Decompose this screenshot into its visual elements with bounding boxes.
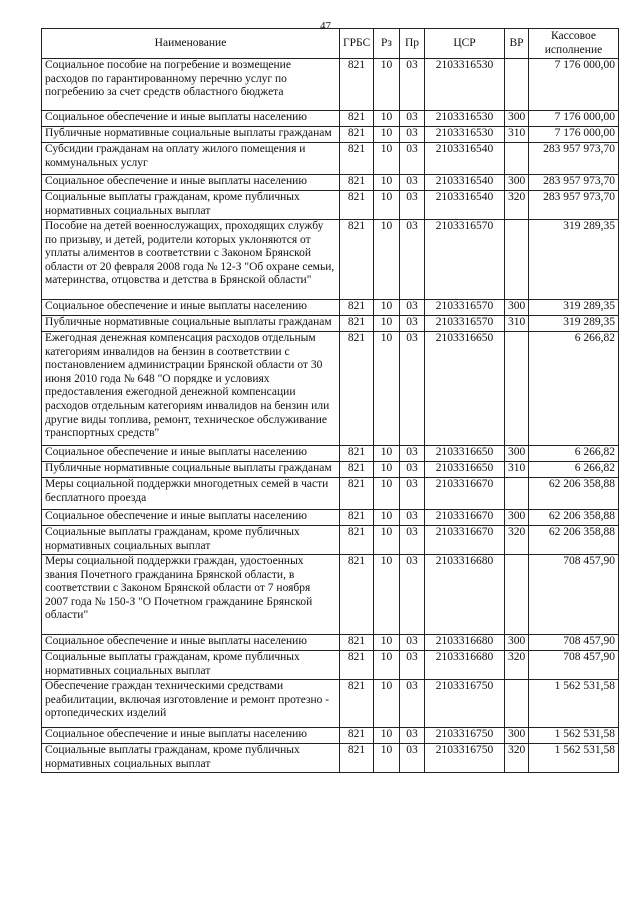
cell-pr: 03 bbox=[400, 300, 425, 316]
cell-grbs: 821 bbox=[340, 59, 374, 111]
cell-rz: 10 bbox=[374, 143, 400, 175]
cell-vr: 300 bbox=[505, 300, 529, 316]
budget-table bbox=[41, 28, 619, 773]
cell-name: Публичные нормативные социальные выплаты гражданам bbox=[42, 316, 340, 332]
cell-rz: 10 bbox=[374, 175, 400, 191]
cell-vr: 300 bbox=[505, 111, 529, 127]
cell-vr: 300 bbox=[505, 728, 529, 744]
page-number: 47 bbox=[320, 20, 331, 32]
cell-pr: 03 bbox=[400, 316, 425, 332]
cell-grbs: 821 bbox=[340, 680, 374, 728]
cell-vr bbox=[505, 680, 529, 728]
cell-grbs: 821 bbox=[340, 191, 374, 220]
cell-amount: 62 206 358,88 bbox=[529, 526, 619, 555]
cell-amount: 708 457,90 bbox=[529, 555, 619, 635]
cell-vr: 300 bbox=[505, 446, 529, 462]
cell-amount: 62 206 358,88 bbox=[529, 510, 619, 526]
cell-csr: 2103316530 bbox=[425, 111, 505, 127]
table-row bbox=[42, 510, 619, 526]
cell-rz: 10 bbox=[374, 300, 400, 316]
cell-csr: 2103316680 bbox=[425, 635, 505, 651]
cell-vr: 310 bbox=[505, 316, 529, 332]
cell-csr: 2103316750 bbox=[425, 744, 505, 773]
cell-pr: 03 bbox=[400, 680, 425, 728]
cell-amount: 7 176 000,00 bbox=[529, 59, 619, 111]
cell-name: Субсидии гражданам на оплату жилого помещения и коммунальных услуг bbox=[42, 143, 340, 175]
cell-grbs: 821 bbox=[340, 635, 374, 651]
cell-name: Социальное пособие на погребение и возмещение расходов по гарантированному перечню услуг по погребению за счет средств областного бюджета bbox=[42, 59, 340, 111]
cell-vr bbox=[505, 220, 529, 300]
header-name: Наименование bbox=[42, 29, 340, 59]
cell-name: Социальное обеспечение и иные выплаты населению bbox=[42, 300, 340, 316]
cell-csr: 2103316650 bbox=[425, 446, 505, 462]
table-row bbox=[42, 555, 619, 635]
cell-pr: 03 bbox=[400, 728, 425, 744]
cell-amount: 7 176 000,00 bbox=[529, 127, 619, 143]
header-pr: Пр bbox=[400, 29, 425, 59]
cell-pr: 03 bbox=[400, 191, 425, 220]
table-row bbox=[42, 332, 619, 446]
cell-rz: 10 bbox=[374, 680, 400, 728]
cell-csr: 2103316750 bbox=[425, 728, 505, 744]
cell-pr: 03 bbox=[400, 635, 425, 651]
cell-rz: 10 bbox=[374, 510, 400, 526]
cell-name: Меры социальной поддержки многодетных семей в части бесплатного проезда bbox=[42, 478, 340, 510]
cell-amount: 1 562 531,58 bbox=[529, 680, 619, 728]
header-row bbox=[42, 29, 619, 59]
cell-vr: 320 bbox=[505, 651, 529, 680]
table-row bbox=[42, 175, 619, 191]
cell-rz: 10 bbox=[374, 111, 400, 127]
cell-grbs: 821 bbox=[340, 728, 374, 744]
cell-grbs: 821 bbox=[340, 127, 374, 143]
cell-vr bbox=[505, 59, 529, 111]
header-amount: Кассовое исполнение bbox=[529, 29, 619, 59]
cell-rz: 10 bbox=[374, 635, 400, 651]
cell-rz: 10 bbox=[374, 744, 400, 773]
cell-pr: 03 bbox=[400, 478, 425, 510]
cell-pr: 03 bbox=[400, 526, 425, 555]
cell-rz: 10 bbox=[374, 526, 400, 555]
cell-rz: 10 bbox=[374, 316, 400, 332]
cell-grbs: 821 bbox=[340, 651, 374, 680]
table-row bbox=[42, 300, 619, 316]
cell-name: Социальные выплаты гражданам, кроме публичных нормативных социальных выплат bbox=[42, 651, 340, 680]
cell-amount: 319 289,35 bbox=[529, 300, 619, 316]
cell-vr bbox=[505, 555, 529, 635]
header-grbs: ГРБС bbox=[340, 29, 374, 59]
cell-name: Социальное обеспечение и иные выплаты населению bbox=[42, 635, 340, 651]
table-row bbox=[42, 462, 619, 478]
header-csr: ЦСР bbox=[425, 29, 505, 59]
cell-name: Социальное обеспечение и иные выплаты населению bbox=[42, 175, 340, 191]
cell-grbs: 821 bbox=[340, 300, 374, 316]
cell-pr: 03 bbox=[400, 332, 425, 446]
cell-name: Социальное обеспечение и иные выплаты населению bbox=[42, 446, 340, 462]
cell-csr: 2103316670 bbox=[425, 526, 505, 555]
cell-amount: 1 562 531,58 bbox=[529, 744, 619, 773]
cell-pr: 03 bbox=[400, 510, 425, 526]
cell-vr: 320 bbox=[505, 526, 529, 555]
cell-name: Ежегодная денежная компенсация расходов отдельным категориям инвалидов на бензин в соответствии с постановлением администрации Брянской области от 30 июня 2010 года № 648 "О порядке и условиях предоставления ежегодной денежной компенсации расходов отдельным категориям инвалидов на бензин или другие виды топлива, ремонт, техническое обслуживание транспортных средств" bbox=[42, 332, 340, 446]
cell-csr: 2103316570 bbox=[425, 220, 505, 300]
cell-csr: 2103316650 bbox=[425, 332, 505, 446]
cell-rz: 10 bbox=[374, 462, 400, 478]
cell-vr: 300 bbox=[505, 175, 529, 191]
cell-pr: 03 bbox=[400, 462, 425, 478]
table-row bbox=[42, 680, 619, 728]
cell-csr: 2103316680 bbox=[425, 555, 505, 635]
cell-name: Социальные выплаты гражданам, кроме публичных нормативных социальных выплат bbox=[42, 191, 340, 220]
cell-pr: 03 bbox=[400, 446, 425, 462]
cell-name: Пособие на детей военнослужащих, проходящих службу по призыву, и детей, родители которых уклоняются от уплаты алиментов в соответствии с Законом Брянской области от 20 февраля 2008 года № 12-З "Об охране семьи, материнства, отцовства и детства в Брянской области" bbox=[42, 220, 340, 300]
cell-grbs: 821 bbox=[340, 510, 374, 526]
cell-rz: 10 bbox=[374, 332, 400, 446]
cell-grbs: 821 bbox=[340, 478, 374, 510]
cell-grbs: 821 bbox=[340, 220, 374, 300]
table-body bbox=[42, 59, 619, 773]
cell-rz: 10 bbox=[374, 728, 400, 744]
cell-rz: 10 bbox=[374, 651, 400, 680]
table-row bbox=[42, 651, 619, 680]
cell-pr: 03 bbox=[400, 651, 425, 680]
cell-name: Социальное обеспечение и иные выплаты населению bbox=[42, 111, 340, 127]
cell-vr: 310 bbox=[505, 127, 529, 143]
cell-grbs: 821 bbox=[340, 332, 374, 446]
cell-pr: 03 bbox=[400, 744, 425, 773]
cell-name: Социальное обеспечение и иные выплаты населению bbox=[42, 510, 340, 526]
cell-name: Публичные нормативные социальные выплаты гражданам bbox=[42, 462, 340, 478]
header-rz: Рз bbox=[374, 29, 400, 59]
cell-vr bbox=[505, 143, 529, 175]
table-row bbox=[42, 316, 619, 332]
table-row bbox=[42, 127, 619, 143]
cell-grbs: 821 bbox=[340, 143, 374, 175]
cell-amount: 708 457,90 bbox=[529, 635, 619, 651]
cell-grbs: 821 bbox=[340, 175, 374, 191]
cell-name: Социальные выплаты гражданам, кроме публичных нормативных социальных выплат bbox=[42, 744, 340, 773]
table-row bbox=[42, 220, 619, 300]
cell-amount: 62 206 358,88 bbox=[529, 478, 619, 510]
cell-grbs: 821 bbox=[340, 555, 374, 635]
cell-amount: 6 266,82 bbox=[529, 332, 619, 446]
cell-vr: 300 bbox=[505, 510, 529, 526]
cell-csr: 2103316530 bbox=[425, 59, 505, 111]
cell-amount: 6 266,82 bbox=[529, 446, 619, 462]
cell-csr: 2103316540 bbox=[425, 175, 505, 191]
table-row bbox=[42, 191, 619, 220]
cell-pr: 03 bbox=[400, 111, 425, 127]
cell-name: Социальное обеспечение и иные выплаты населению bbox=[42, 728, 340, 744]
cell-grbs: 821 bbox=[340, 462, 374, 478]
cell-csr: 2103316540 bbox=[425, 191, 505, 220]
cell-amount: 6 266,82 bbox=[529, 462, 619, 478]
cell-vr bbox=[505, 332, 529, 446]
cell-csr: 2103316540 bbox=[425, 143, 505, 175]
cell-amount: 319 289,35 bbox=[529, 220, 619, 300]
cell-rz: 10 bbox=[374, 127, 400, 143]
cell-name: Обеспечение граждан техническими средствами реабилитации, включая изготовление и ремонт протезно - ортопедических изделий bbox=[42, 680, 340, 728]
cell-rz: 10 bbox=[374, 191, 400, 220]
cell-grbs: 821 bbox=[340, 111, 374, 127]
cell-csr: 2103316530 bbox=[425, 127, 505, 143]
cell-csr: 2103316570 bbox=[425, 300, 505, 316]
cell-csr: 2103316680 bbox=[425, 651, 505, 680]
cell-grbs: 821 bbox=[340, 316, 374, 332]
cell-name: Публичные нормативные социальные выплаты гражданам bbox=[42, 127, 340, 143]
cell-grbs: 821 bbox=[340, 744, 374, 773]
cell-pr: 03 bbox=[400, 127, 425, 143]
cell-pr: 03 bbox=[400, 555, 425, 635]
table-row bbox=[42, 728, 619, 744]
cell-grbs: 821 bbox=[340, 446, 374, 462]
cell-pr: 03 bbox=[400, 143, 425, 175]
table-row bbox=[42, 446, 619, 462]
cell-pr: 03 bbox=[400, 59, 425, 111]
cell-grbs: 821 bbox=[340, 526, 374, 555]
cell-rz: 10 bbox=[374, 446, 400, 462]
cell-vr: 300 bbox=[505, 635, 529, 651]
cell-vr: 320 bbox=[505, 744, 529, 773]
table-row bbox=[42, 143, 619, 175]
cell-vr: 320 bbox=[505, 191, 529, 220]
cell-amount: 319 289,35 bbox=[529, 316, 619, 332]
cell-rz: 10 bbox=[374, 220, 400, 300]
cell-name: Меры социальной поддержки граждан, удостоенных звания Почетного гражданина Брянской области, в соответствии с Законом Брянской области от 7 ноября 2007 года № 150-З "О Почетном гражданине Брянской области" bbox=[42, 555, 340, 635]
cell-vr bbox=[505, 478, 529, 510]
table-row bbox=[42, 526, 619, 555]
table-row bbox=[42, 744, 619, 773]
cell-rz: 10 bbox=[374, 555, 400, 635]
cell-csr: 2103316750 bbox=[425, 680, 505, 728]
cell-name: Социальные выплаты гражданам, кроме публичных нормативных социальных выплат bbox=[42, 526, 340, 555]
cell-vr: 310 bbox=[505, 462, 529, 478]
cell-amount: 1 562 531,58 bbox=[529, 728, 619, 744]
cell-amount: 708 457,90 bbox=[529, 651, 619, 680]
cell-csr: 2103316650 bbox=[425, 462, 505, 478]
cell-amount: 7 176 000,00 bbox=[529, 111, 619, 127]
cell-rz: 10 bbox=[374, 59, 400, 111]
cell-csr: 2103316570 bbox=[425, 316, 505, 332]
table-row bbox=[42, 635, 619, 651]
header-vr: ВР bbox=[505, 29, 529, 59]
cell-csr: 2103316670 bbox=[425, 478, 505, 510]
cell-rz: 10 bbox=[374, 478, 400, 510]
cell-pr: 03 bbox=[400, 220, 425, 300]
cell-amount: 283 957 973,70 bbox=[529, 175, 619, 191]
cell-pr: 03 bbox=[400, 175, 425, 191]
cell-amount: 283 957 973,70 bbox=[529, 143, 619, 175]
table-row bbox=[42, 111, 619, 127]
table-row bbox=[42, 59, 619, 111]
cell-csr: 2103316670 bbox=[425, 510, 505, 526]
cell-amount: 283 957 973,70 bbox=[529, 191, 619, 220]
table-row bbox=[42, 478, 619, 510]
